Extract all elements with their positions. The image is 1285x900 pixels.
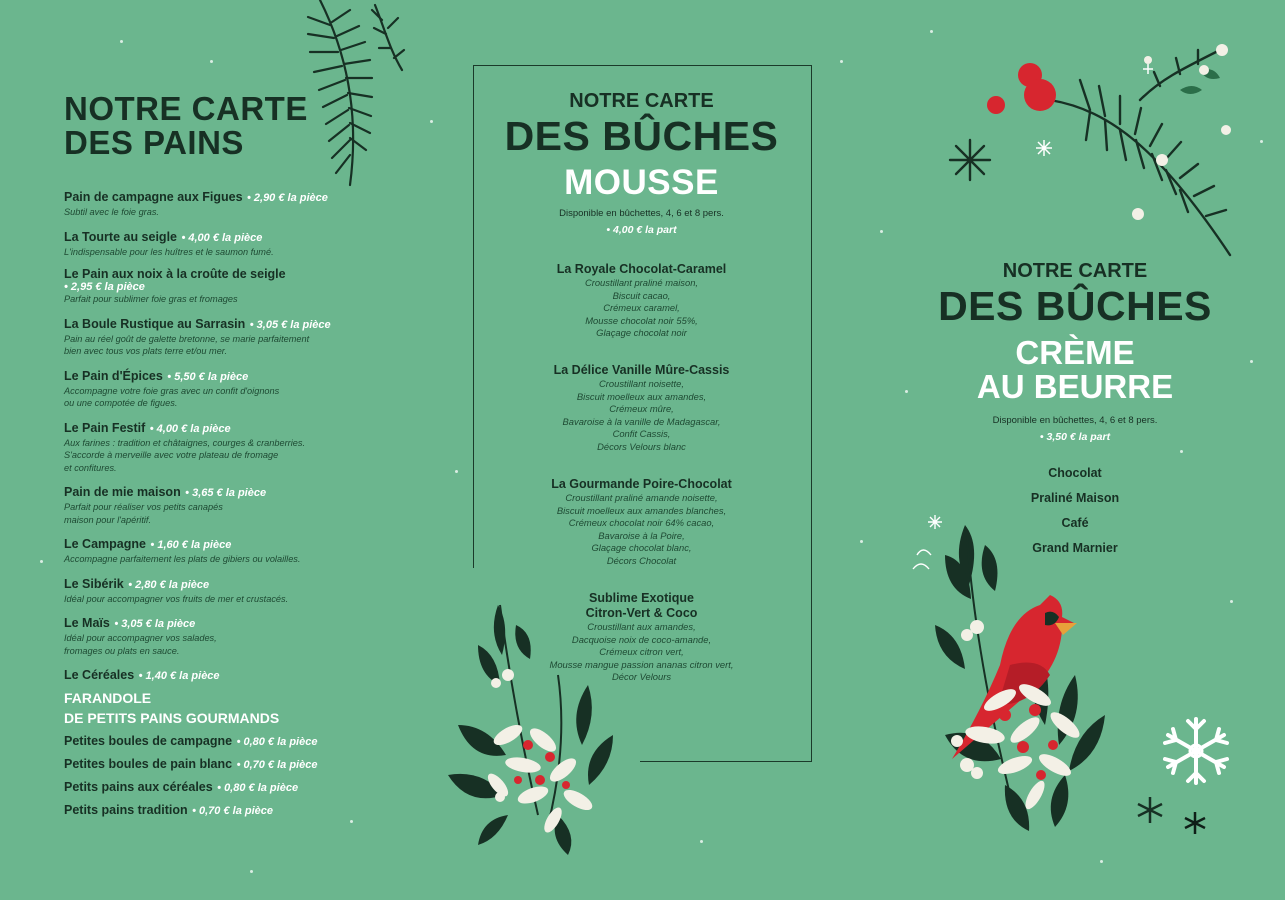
list-item — [64, 755, 317, 773]
list-item — [64, 367, 384, 410]
item-desc: L'indispensable pour les huîtres et le saumon fumé. — [64, 246, 274, 257]
pains-title-line2: DES PAINS — [64, 124, 244, 161]
item-name: Pain de campagne aux Figues — [64, 190, 243, 204]
farandole-title: FARANDOLE DE PETITS PAINS GOURMANDS — [64, 690, 280, 726]
mousse-title-line3: MOUSSE — [564, 163, 719, 202]
buche-item — [473, 262, 810, 340]
creme-title-line1: NOTRE CARTE — [1002, 260, 1148, 282]
list-item — [64, 315, 384, 358]
item-price: • 2,80 € la pièce — [128, 578, 210, 591]
item-name: Le Campagne — [64, 537, 146, 551]
mousse-title-line2: DES BÛCHES — [504, 113, 779, 159]
item-price: • 1,40 € la pièce — [138, 670, 220, 682]
item-price: • 0,70 € la pièce — [192, 805, 273, 817]
item-name: Le Pain d'Épices — [64, 368, 163, 383]
mistletoe-bouquet-icon — [438, 585, 648, 855]
list-item — [64, 614, 384, 657]
creme-title-line2: DES BÛCHES — [938, 283, 1212, 329]
flavor-item: Praliné Maison — [1030, 491, 1120, 505]
buche-desc: Croustillant praliné maison, Biscuit cacao, Crémeux caramel, Mousse chocolat noir 55%, Glaçage chocolat noir — [584, 277, 699, 339]
item-name: La Boule Rustique au Sarrasin — [64, 316, 246, 331]
buche-desc: Croustillant noisette, Biscuit moelleux aux amandes, Crémeux mûre, Bavaroise à la vanille de Madagascar, Confit Cassis, Décors Velours blanc — [562, 378, 721, 452]
holly-berries-branch-icon — [940, 40, 1240, 265]
item-desc: Pain au réel goût de galette bretonne, se marie parfaitement bien avec tous vos plats terre et/ou mer. — [64, 333, 310, 356]
small-snowflake-icon — [1182, 810, 1208, 836]
flavor-item: Café — [1061, 516, 1089, 530]
pains-title-line1: NOTRE CARTE — [64, 90, 308, 127]
buche-item — [473, 477, 810, 568]
item-price: • 1,60 € la pièce — [150, 539, 232, 551]
list-item — [64, 483, 384, 526]
creme-price: • 3,50 € la part — [1039, 431, 1111, 443]
mousse-title-line1: NOTRE CARTE — [569, 90, 714, 112]
item-desc: Idéal pour accompagner vos salades, fromages ou plats en sauce. — [64, 633, 217, 656]
item-name: Petites boules de pain blanc — [64, 757, 233, 771]
list-item — [64, 267, 384, 306]
flavor-item: Chocolat — [1048, 466, 1102, 480]
item-price: • 4,00 € la pièce — [149, 422, 231, 435]
item-name: Le Pain aux noix à la croûte de seigle — [64, 267, 286, 281]
item-desc: Parfait pour réaliser vos petits canapés maison pour l'apéritif. — [64, 502, 223, 525]
creme-availability: Disponible en bûchettes, 4, 6 et 8 pers. — [992, 415, 1158, 426]
item-name: Le Sibérik — [64, 576, 124, 591]
list-item — [64, 778, 317, 796]
item-name: Le Maïs — [64, 616, 110, 630]
item-price: • 0,80 € la pièce — [236, 736, 318, 748]
item-desc: Aux farines : tradition et châtaignes, courges & cranberries. S'accorde à merveille avec votre plateau de fromage et confitures. — [64, 437, 306, 473]
list-item — [64, 732, 317, 750]
item-price: • 4,00 € la pièce — [181, 231, 263, 244]
small-snowflake-icon — [1135, 795, 1165, 825]
creme-title-line3: CRÈME AU BEURRE — [976, 334, 1174, 405]
item-desc: Parfait pour sublimer foie gras et fromages — [64, 294, 238, 304]
pains-list — [64, 188, 384, 693]
item-desc: Accompagne votre foie gras avec un confit d'oignons ou une compotée de figues. — [64, 385, 280, 408]
buche-name: La Délice Vanille Mûre-Cassis — [553, 363, 730, 377]
mousse-availability: Disponible en bûchettes, 4, 6 et 8 pers. — [559, 208, 724, 219]
item-desc: Idéal pour accompagner vos fruits de mer et crustacés. — [64, 593, 289, 604]
buche-item — [473, 363, 810, 454]
list-item — [64, 228, 384, 259]
petits-pains-list — [64, 732, 317, 824]
item-desc: Subtil avec le foie gras. — [64, 207, 159, 217]
flavor-item: Grand Marnier — [1032, 541, 1118, 555]
buche-name: La Royale Chocolat-Caramel — [556, 262, 727, 276]
list-item — [64, 666, 384, 684]
item-price: • 3,65 € la pièce — [185, 487, 267, 499]
item-price: • 3,05 € la pièce — [114, 618, 196, 630]
item-price: • 5,50 € la pièce — [167, 370, 249, 383]
cardinal-bird-icon — [905, 515, 1145, 845]
snowflake-icon — [1160, 715, 1232, 787]
buche-name: La Gourmande Poire-Chocolat — [551, 477, 732, 491]
item-price: • 2,95 € la pièce — [64, 281, 145, 293]
item-price: • 0,70 € la pièce — [236, 759, 318, 771]
item-price: • 2,90 € la pièce — [246, 192, 328, 204]
list-item — [64, 419, 384, 475]
item-name: Pain de mie maison — [64, 485, 181, 499]
item-price: • 0,80 € la pièce — [217, 782, 299, 794]
item-desc: Accompagne parfaitement les plats de gibiers ou volailles. — [64, 554, 301, 564]
item-name: Le Céréales — [64, 668, 135, 682]
list-item — [64, 575, 384, 606]
item-name: Le Pain Festif — [64, 420, 146, 435]
mousse-price: • 4,00 € la part — [606, 224, 677, 236]
item-name: Petites boules de campagne — [64, 734, 233, 748]
buche-desc: Croustillant praliné amande noisette, Biscuit moelleux aux amandes blanches, Crémeux chocolat noir 64% cacao, Bavaroise à la Poire, Glaçage chocolat blanc, Décors Chocolat — [556, 492, 727, 566]
list-item — [64, 801, 317, 819]
buche-name: Sublime Exotique Citron-Vert & Coco — [585, 591, 698, 620]
item-name: Petits pains aux céréales — [64, 780, 213, 794]
item-price: • 3,05 € la pièce — [249, 318, 331, 331]
item-name: Petits pains tradition — [64, 803, 188, 817]
item-name: La Tourte au seigle — [64, 229, 177, 244]
buche-desc: Croustillant aux amandes, Dacquoise noix de coco-amande, Crémeux citron vert, Mousse mangue passion ananas citron vert, Décor Velours — [549, 621, 734, 683]
list-item — [64, 535, 384, 566]
list-item — [64, 188, 384, 219]
